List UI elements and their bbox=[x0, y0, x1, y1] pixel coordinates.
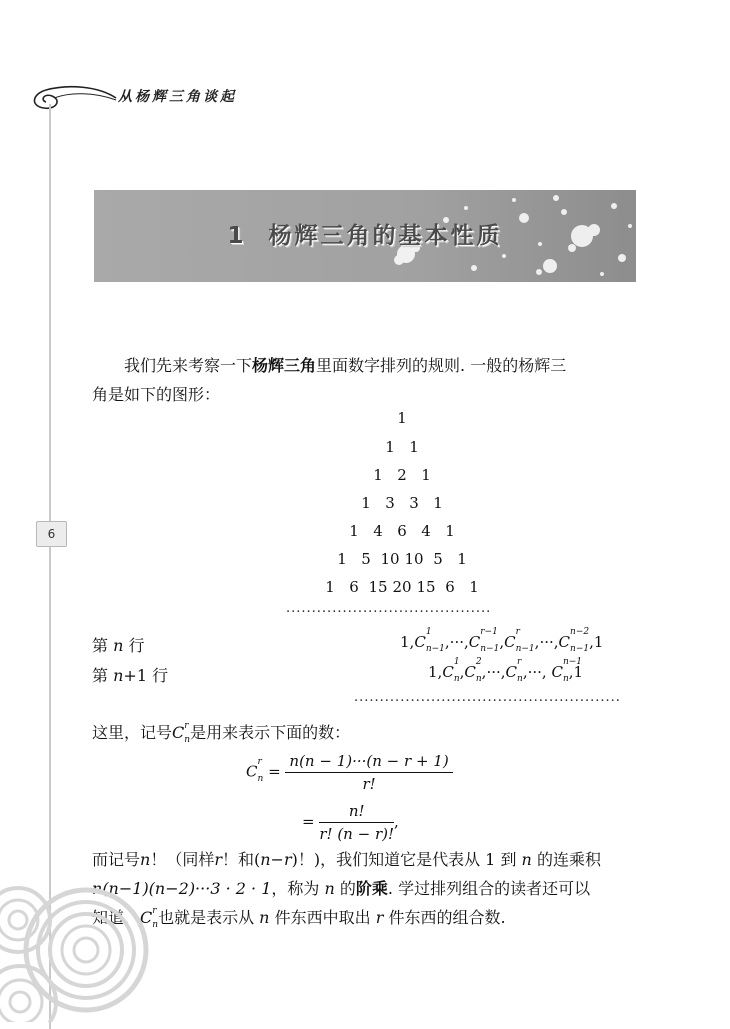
triangle-entry: 3 bbox=[385, 494, 395, 512]
intro-text: 我们先来考察一下 bbox=[124, 356, 253, 375]
triangle-row-3 bbox=[282, 466, 522, 484]
triangle-entry: 4 bbox=[421, 522, 431, 540]
triangle-entry: 1 bbox=[325, 578, 335, 596]
label-text: +1 bbox=[123, 666, 148, 685]
closing-line-1 bbox=[92, 845, 601, 874]
triangle-entry: 1 bbox=[457, 550, 467, 568]
sub: n bbox=[257, 773, 264, 784]
triangle-entry: 1 bbox=[409, 438, 419, 456]
fraction bbox=[319, 802, 394, 843]
sup: r bbox=[184, 721, 189, 731]
triangle-entry: 1 bbox=[445, 522, 455, 540]
text: ！和( bbox=[222, 850, 261, 869]
triangle-entry: 1 bbox=[397, 409, 407, 427]
text: 的 bbox=[339, 879, 356, 898]
text: 件东西中取出 bbox=[274, 908, 371, 927]
section-title bbox=[94, 190, 636, 282]
sup: r bbox=[515, 627, 520, 637]
ellipsis: ··· bbox=[449, 633, 464, 651]
sup: r bbox=[257, 756, 262, 767]
term: 1 bbox=[593, 633, 604, 651]
sub: n−1 bbox=[515, 644, 535, 654]
triangle-entry: 1 bbox=[361, 494, 371, 512]
concentric-circles-decoration bbox=[0, 862, 160, 1022]
term-c: C bbox=[468, 633, 481, 651]
text: 是用来表示下面的数： bbox=[190, 723, 351, 742]
triangle-entry: 6 bbox=[349, 578, 359, 596]
row-n-expression: 1,C 1 $_{n-1}$,···,C r−1 $_{n-1}$,C r $_{n-1}$,···,C n−2 $_{n-1}$,1 bbox=[400, 627, 604, 654]
notation-line bbox=[92, 718, 350, 755]
term: 1 bbox=[573, 663, 584, 681]
triangle-entry: 4 bbox=[373, 522, 383, 540]
term-c: C bbox=[414, 633, 426, 651]
triangle-entry: 10 bbox=[380, 550, 400, 568]
sup: 1 bbox=[453, 657, 460, 667]
label-var: n bbox=[113, 666, 124, 685]
section-banner bbox=[94, 190, 636, 282]
term: 1 bbox=[400, 633, 410, 651]
text: 也就是表示从 bbox=[158, 908, 255, 927]
book-title: 从杨辉三角谈起 bbox=[118, 89, 237, 105]
term-c: C bbox=[464, 663, 476, 681]
equals-sign: = bbox=[302, 812, 315, 831]
sub: n−1 bbox=[425, 644, 445, 654]
sub: n−1 bbox=[480, 644, 500, 654]
triangle-entry: 1 bbox=[421, 466, 431, 484]
triangle-row-6 bbox=[282, 550, 522, 568]
triangle-entry: 1 bbox=[433, 494, 443, 512]
triangle-entry: 1 bbox=[349, 522, 359, 540]
triangle-entry: 15 bbox=[368, 578, 388, 596]
sub: n bbox=[562, 674, 569, 684]
label-text: 行 bbox=[152, 666, 169, 685]
denominator: r! (n − r)! bbox=[319, 825, 394, 843]
triangle-row-4 bbox=[282, 494, 522, 512]
var: n bbox=[259, 908, 270, 927]
var: r bbox=[375, 908, 384, 927]
comma: , bbox=[394, 812, 399, 831]
triangle-entry: 5 bbox=[433, 550, 443, 568]
row-n1-label bbox=[92, 661, 168, 690]
var: n bbox=[324, 879, 335, 898]
combination-formula-line1 bbox=[246, 752, 453, 793]
sub: n bbox=[453, 674, 460, 684]
text: ，称为 bbox=[271, 879, 320, 898]
sub: n−1 bbox=[570, 644, 590, 654]
sup: 2 bbox=[475, 657, 482, 667]
section-title-text: 杨辉三角的基本性质 bbox=[268, 223, 503, 249]
combination-formula-line2 bbox=[302, 802, 399, 843]
term-c: C bbox=[551, 663, 563, 681]
triangle-entry: 10 bbox=[404, 550, 424, 568]
sup: r bbox=[517, 657, 522, 667]
text: ！（同样 bbox=[150, 850, 215, 869]
numerator: n! bbox=[319, 802, 394, 823]
term-c: C bbox=[505, 663, 518, 681]
row-n1-expression: 1,C 1 $_n$,C 2 $_n$,···,C r $_n$,···, C n−1 $_n$,1 bbox=[428, 657, 584, 684]
sup: r bbox=[152, 906, 157, 916]
section-number: 1 bbox=[227, 223, 247, 249]
closing-line-2 bbox=[92, 874, 601, 903]
sup: n−1 bbox=[562, 657, 583, 667]
intro-text: 角是如下的图形： bbox=[92, 385, 221, 404]
intro-text: 里面数字排列的规则. 一般的杨辉三 bbox=[316, 356, 567, 375]
term-c: C bbox=[442, 663, 454, 681]
bold-term-yanghui-triangle: 杨辉三角 bbox=[252, 356, 317, 375]
triangle-entry: 6 bbox=[397, 522, 407, 540]
sup: n−2 bbox=[570, 627, 590, 637]
triangle-continuation-dots: ........................................ bbox=[286, 601, 492, 616]
text: 这里，记号 bbox=[92, 723, 173, 742]
sup: 1 bbox=[425, 627, 432, 637]
triangle-row-2 bbox=[282, 438, 522, 456]
text: 件东西的组合数. bbox=[388, 908, 506, 927]
ellipsis: ··· bbox=[486, 663, 501, 681]
triangle-entry: 1 bbox=[385, 438, 395, 456]
text: )！)，我们知道它是代表从 1 到 bbox=[291, 850, 517, 869]
triangle-entry: 2 bbox=[397, 466, 407, 484]
closing-paragraph bbox=[92, 845, 601, 940]
label-text: 行 bbox=[128, 636, 145, 655]
triangle-entry: 1 bbox=[469, 578, 479, 596]
triangle-entry: 3 bbox=[409, 494, 419, 512]
factorial-expression: n(n−1)(n−2)···3 · 2 · 1 bbox=[92, 879, 272, 898]
label-var: n bbox=[113, 636, 124, 655]
text: . 学过排列组合的读者还可以 bbox=[387, 879, 591, 898]
ellipsis: ··· bbox=[539, 633, 554, 651]
sub: n bbox=[475, 674, 482, 684]
term-c: C bbox=[140, 908, 153, 927]
triangle-entry: 6 bbox=[445, 578, 455, 596]
sub: n bbox=[152, 920, 159, 930]
closing-line-3 bbox=[92, 903, 601, 940]
triangle-row-7 bbox=[282, 578, 522, 596]
label-text: 第 bbox=[92, 636, 109, 655]
term: 1 bbox=[428, 663, 438, 681]
term-c: C bbox=[172, 723, 185, 742]
text: 而记号 bbox=[92, 850, 141, 869]
sub: n bbox=[184, 735, 191, 745]
term-c: C bbox=[558, 633, 571, 651]
numerator: n(n − 1)···(n − r + 1) bbox=[285, 752, 452, 773]
term-c: C bbox=[504, 633, 516, 651]
triangle-entry: 1 bbox=[373, 466, 383, 484]
text: 的连乘积 bbox=[536, 850, 601, 869]
var: n bbox=[521, 850, 532, 869]
var: n bbox=[140, 850, 151, 869]
rows-continuation-dots: .................................................... bbox=[354, 690, 621, 705]
intro-paragraph bbox=[92, 351, 566, 409]
triangle-entry: 1 bbox=[337, 550, 347, 568]
var: r bbox=[214, 850, 222, 869]
header-swirl-ornament bbox=[28, 80, 118, 114]
sup: r−1 bbox=[480, 627, 498, 637]
triangle-entry: 5 bbox=[361, 550, 371, 568]
equals-sign: = bbox=[268, 762, 281, 781]
term-c: C bbox=[246, 762, 258, 781]
text: 知道， bbox=[92, 908, 141, 927]
triangle-entry: 15 bbox=[416, 578, 436, 596]
label-text: 第 bbox=[92, 666, 109, 685]
page-number: 6 bbox=[36, 521, 67, 547]
sub: n bbox=[517, 674, 523, 684]
triangle-entry: 20 bbox=[392, 578, 412, 596]
var: n−r bbox=[260, 850, 292, 869]
bold-term-factorial: 阶乘 bbox=[355, 879, 388, 898]
triangle-row-5 bbox=[282, 522, 522, 540]
ellipsis: ··· bbox=[527, 663, 542, 681]
row-n-label bbox=[92, 631, 145, 660]
triangle-row-1 bbox=[282, 409, 522, 427]
fraction bbox=[285, 752, 452, 793]
denominator: r! bbox=[362, 775, 376, 793]
